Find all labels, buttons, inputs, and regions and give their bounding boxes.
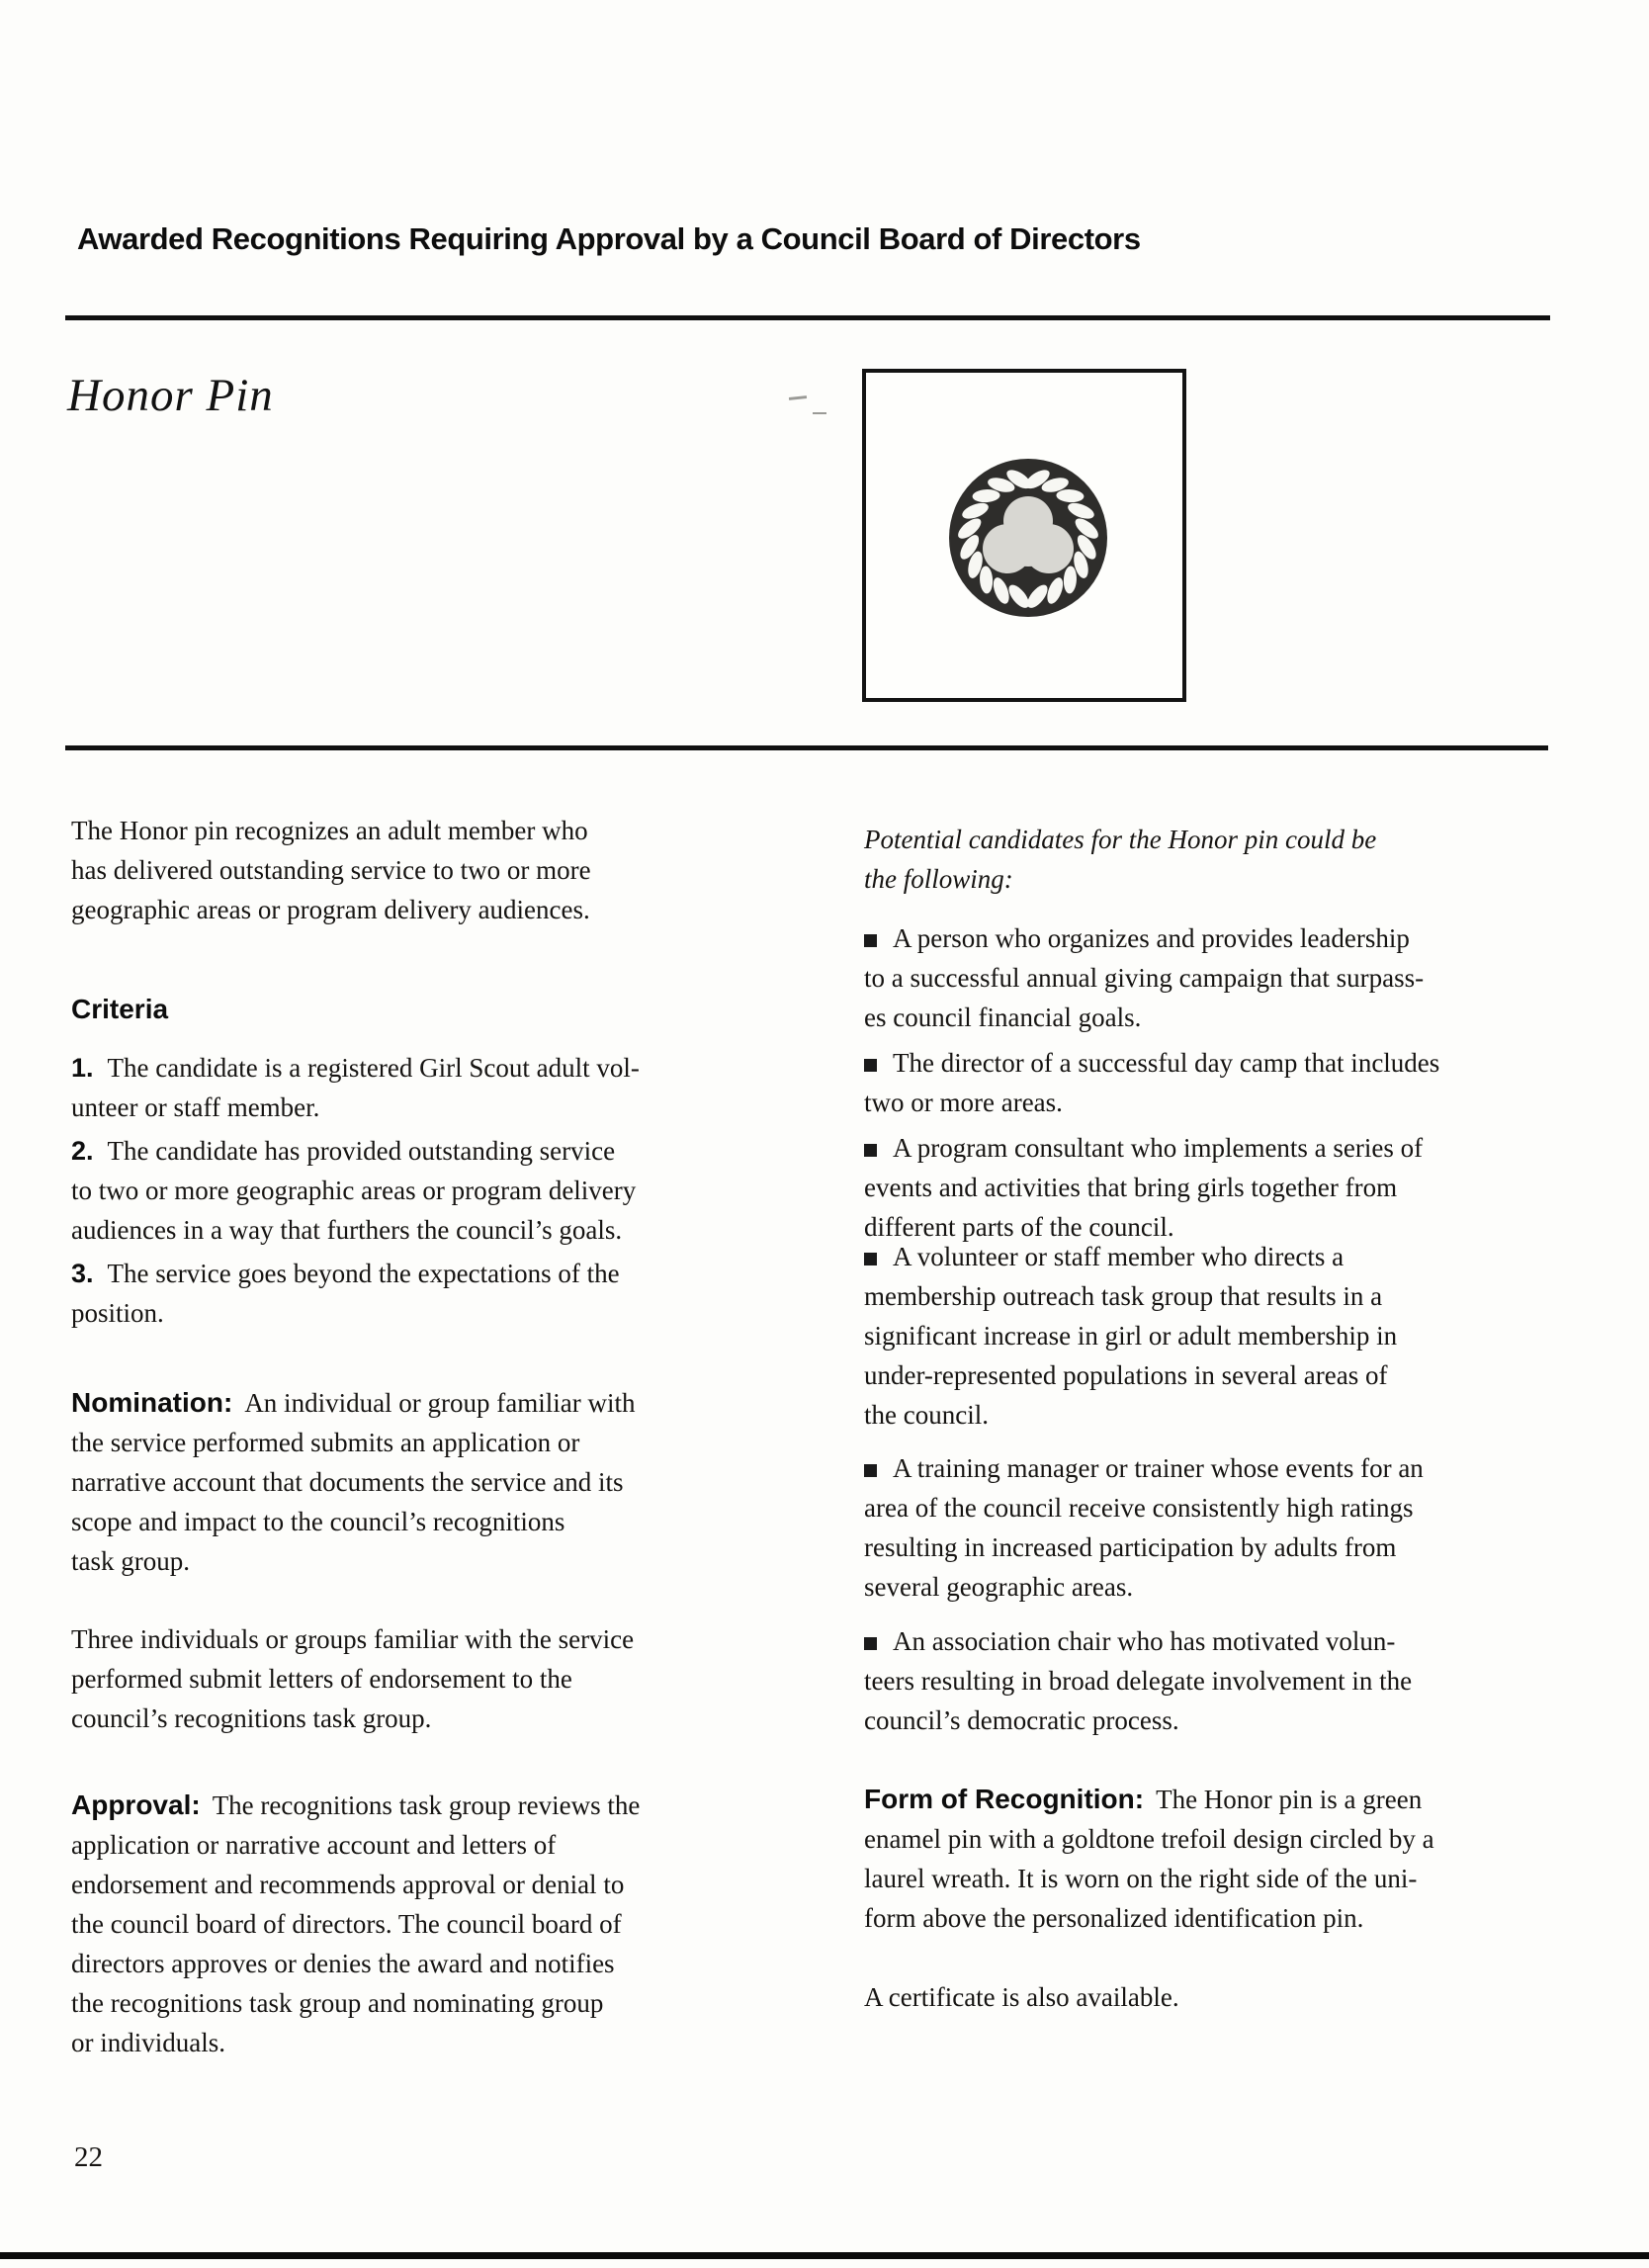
paragraph-text: A certificate is also available.	[864, 1982, 1179, 2012]
bullet-square-icon	[864, 1637, 877, 1650]
paragraph-text: The Honor pin is a green enamel pin with a goldtone trefoil design circled by a laurel wreath. It is worn on the right side of the uni- form above the personalized identification pin.	[864, 1785, 1434, 1933]
paragraph-text: An individual or group familiar with the service performed submits an application or narrative account that documents the service and its scope and impact to the council’s recognitions task group.	[71, 1388, 636, 1576]
bullet-text: A volunteer or staff member who directs a membership outreach task group that results in a significant increase in girl or adult membership in under-represented populations in several areas of the council.	[864, 1242, 1398, 1430]
item-text: The candidate has provided outstanding service to two or more geographic areas or program delivery audiences in a way that furthers the council’s goals.	[71, 1136, 637, 1245]
intro-paragraph	[71, 811, 704, 929]
bullet-text: A program consultant who implements a series of events and activities that bring girls together from different parts of the council.	[864, 1133, 1424, 1242]
item-text: The candidate is a registered Girl Scout adult vol- unteer or staff member.	[71, 1053, 640, 1122]
divider-middle	[65, 745, 1548, 750]
candidates-intro	[864, 820, 1546, 899]
nomination-paragraph	[71, 1383, 704, 1581]
bullet-item	[864, 918, 1546, 1037]
approval-label: Approval:	[71, 1789, 201, 1820]
paragraph-text: Potential candidates for the Honor pin could be the following:	[864, 825, 1377, 894]
honor-pin-image	[862, 369, 1186, 702]
honor-pin-graphic	[866, 373, 1182, 698]
bullet-square-icon	[864, 934, 877, 947]
bullet-text: The director of a successful day camp that includes two or more areas.	[864, 1048, 1440, 1117]
section-title: Honor Pin	[67, 370, 274, 421]
paragraph-text: Three individuals or groups familiar with the service performed submit letters of endorsement to the council’s recognitions task group.	[71, 1624, 635, 1733]
certificate-note	[864, 1977, 1546, 2017]
paragraph-text: The recognitions task group reviews the application or narrative account and letters of endorsement and recommends approval or denial to the council board of directors. The council board of directors approves or denies the award and notifies the recognitions task group and nominating group or individuals.	[71, 1790, 641, 2057]
form-of-recognition-label: Form of Recognition:	[864, 1784, 1145, 1814]
paragraph-text: The Honor pin recognizes an adult member who has delivered outstanding service to two or more geographic areas or program delivery audiences.	[71, 816, 591, 924]
page-title: Awarded Recognitions Requiring Approval by a Council Board of Directors	[77, 221, 1141, 256]
nomination-label: Nomination:	[71, 1387, 233, 1418]
bullet-item	[864, 1128, 1546, 1247]
bullet-square-icon	[864, 1253, 877, 1265]
page-number: 22	[74, 2141, 103, 2173]
form-of-recognition-paragraph	[864, 1780, 1546, 1938]
item-number: 3.	[71, 1259, 94, 1288]
bullet-text: A training manager or trainer whose events for an area of the council receive consistently high ratings resulting in increased participation by adults from several geographic areas.	[864, 1453, 1424, 1602]
bullet-square-icon	[864, 1059, 877, 1072]
endorsement-paragraph	[71, 1619, 704, 1738]
bullet-text: A person who organizes and provides leadership to a successful annual giving campaign that surpass- es council financial goals.	[864, 923, 1425, 1032]
bullet-item	[864, 1621, 1546, 1740]
item-number: 2.	[71, 1136, 94, 1166]
bullet-item	[864, 1237, 1546, 1435]
item-text: The service goes beyond the expectations of the position.	[71, 1259, 620, 1328]
bullet-item	[864, 1448, 1546, 1607]
item-number: 1.	[71, 1053, 94, 1083]
approval-paragraph	[71, 1786, 704, 2062]
criteria-heading: Criteria	[71, 994, 169, 1024]
divider-top	[65, 315, 1550, 320]
bullet-square-icon	[864, 1464, 877, 1477]
bullet-square-icon	[864, 1144, 877, 1157]
criteria-item-3	[71, 1254, 704, 1333]
page-bottom-edge	[0, 2252, 1649, 2259]
criteria-item-2	[71, 1131, 704, 1250]
scan-artifact	[813, 412, 826, 414]
bullet-text: An association chair who has motivated volun- teers resulting in broad delegate involvement in the council’s democratic process.	[864, 1626, 1413, 1735]
scan-artifact	[789, 395, 807, 400]
criteria-item-1	[71, 1048, 704, 1127]
bullet-item	[864, 1043, 1546, 1122]
